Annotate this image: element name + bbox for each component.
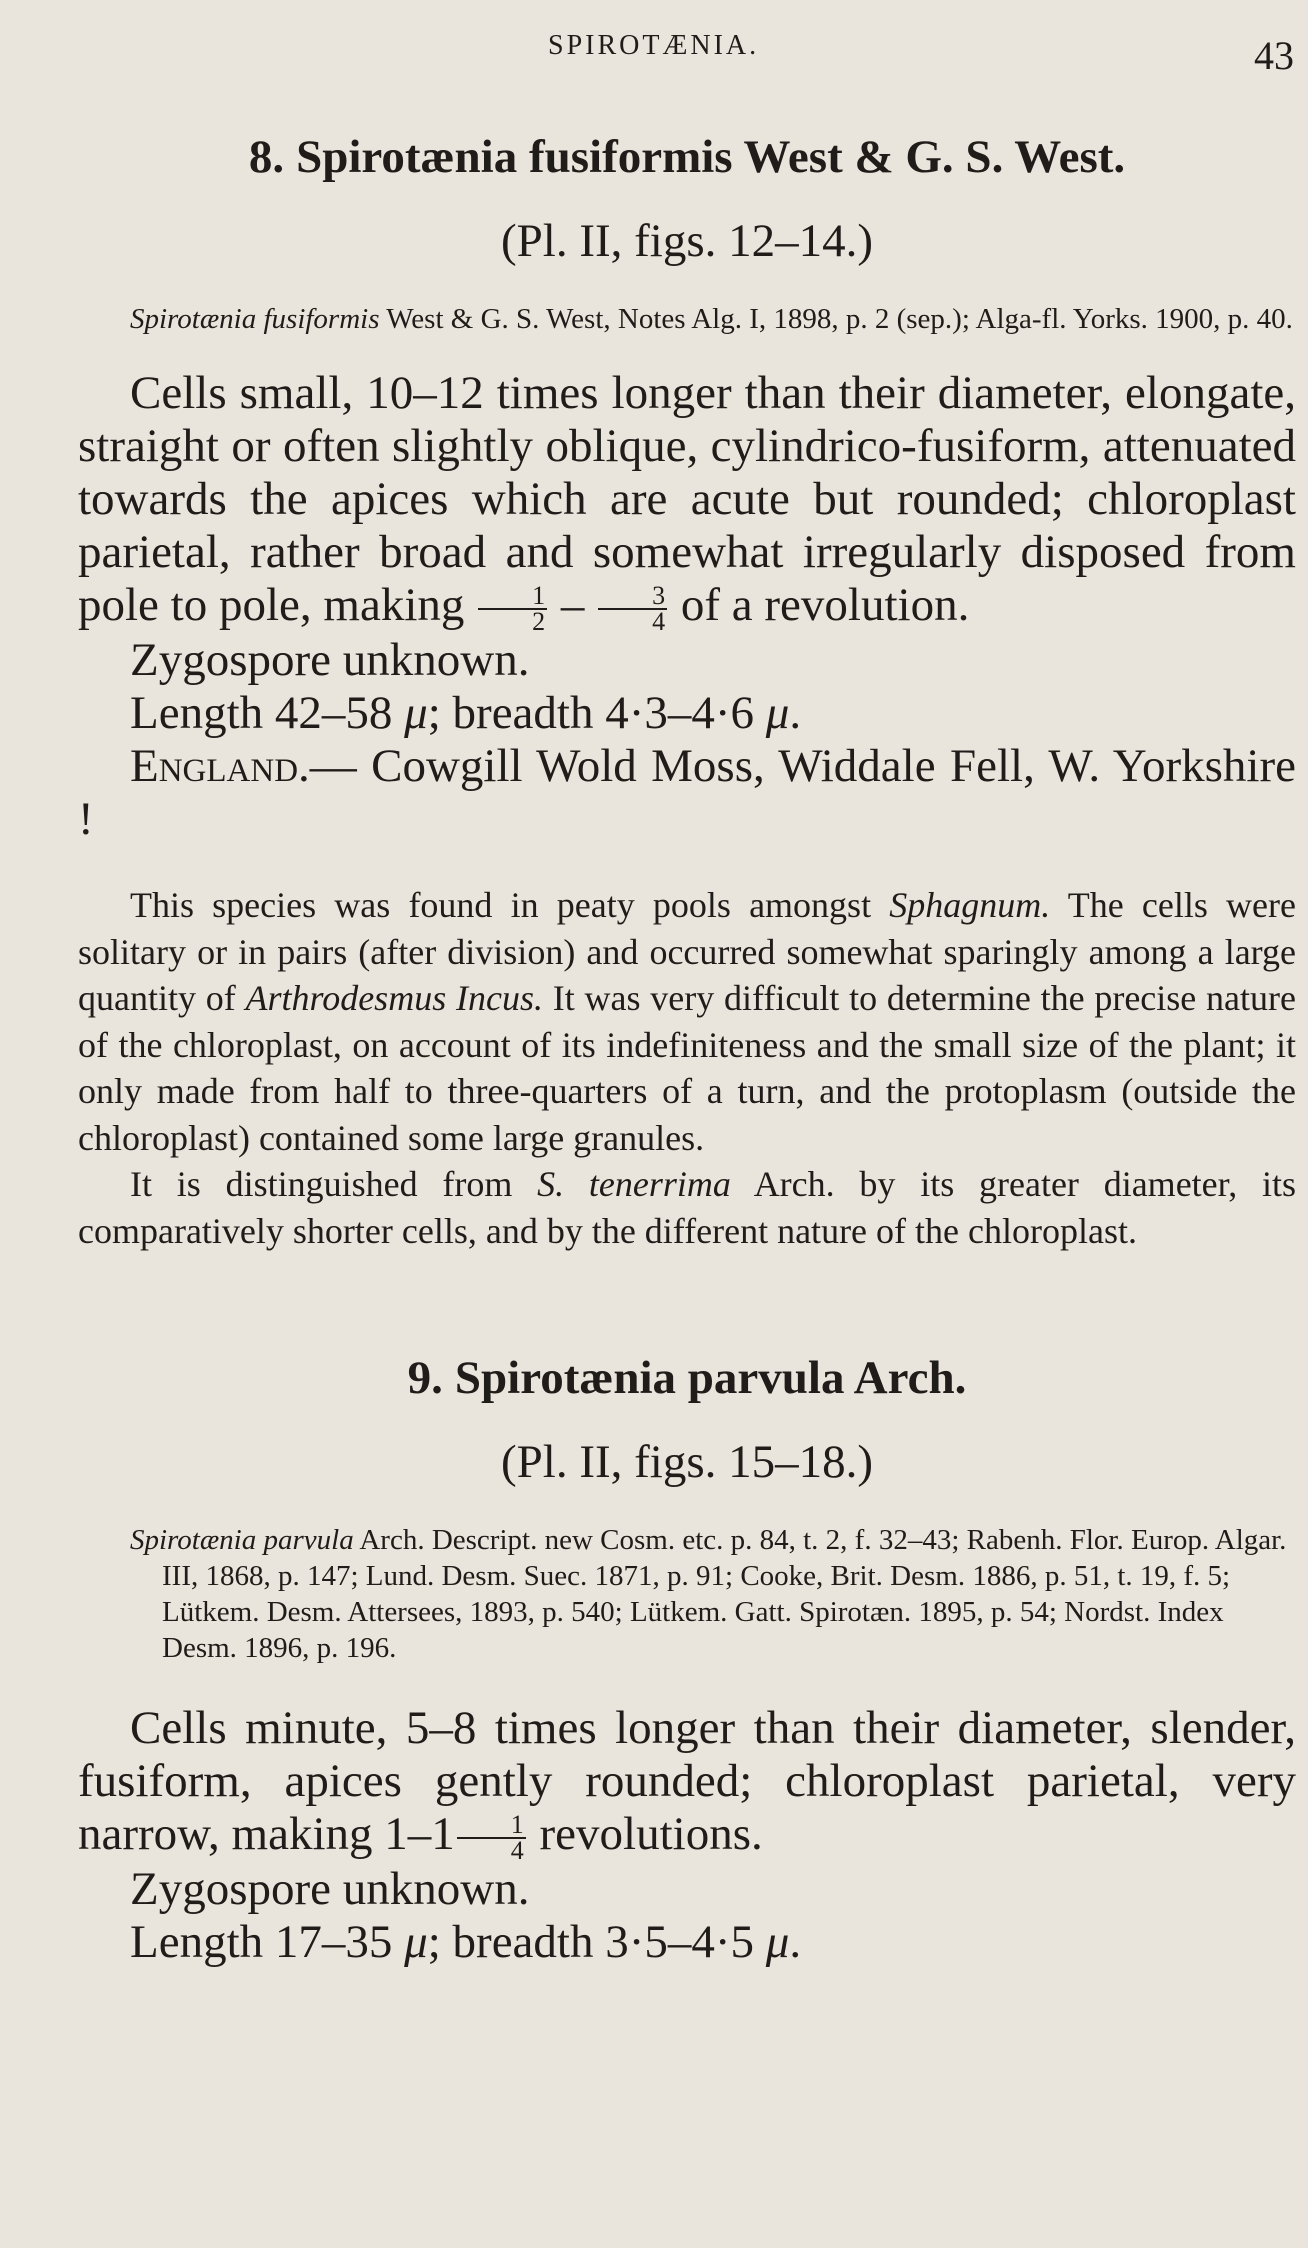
species-8-plate-ref: (Pl. II, figs. 12–14.) — [500, 215, 874, 267]
species-9-heading — [78, 1346, 1296, 1410]
species-9-number: 9. — [407, 1352, 443, 1405]
running-title: SPIROTÆNIA. — [548, 30, 760, 61]
species-9-dimensions: Length 17–35 μ; breadth 3·5–4·5 μ. — [130, 1916, 802, 1969]
species-8-locality: England.— Cowgill Wold Moss, Widdale Fell, W. Yorkshire ! — [78, 740, 1296, 846]
page-number: 43 — [1254, 33, 1294, 78]
species-8-syn-name: Spirotænia fusiformis — [130, 303, 380, 335]
running-head — [0, 30, 1308, 80]
species-8-zygospore: Zygospore unknown. — [130, 634, 530, 687]
species-9-syn-text: Arch. Descript. new Cosm. etc. p. 84, t. 2, f. 32–43; Rabenh. Flor. Europ. Algar. III, 1868, p. 147; Lund. Desm. Suec. 1871, p. 91; Cooke, Brit. Desm. 1886, p. 51, t. 19, f. 5; Lütkem. Desm. Attersees, 1893, p. 540; Lütkem. Gatt. Spirotæn. 1895, p. 54; Nordst. Index Desm. 1896, p. 196. — [162, 1524, 1287, 1665]
species-8-description — [78, 367, 1296, 846]
species-9-plate-ref: (Pl. II, figs. 15–18.) — [500, 1436, 874, 1489]
species-9-description — [78, 1702, 1296, 1969]
page-content — [78, 125, 1296, 1969]
species-9-zygospore: Zygospore unknown. — [130, 1863, 530, 1916]
species-9-name: Spirotænia parvula — [454, 1352, 845, 1405]
fraction-three-quarters: $\frac{3}{4}$ — [598, 584, 667, 634]
locality-country: England. — [130, 740, 310, 793]
fraction-quarter: $\frac{1}{4}$ — [457, 1813, 526, 1863]
species-8-authority: West & G. S. West. — [743, 131, 1126, 183]
species-9-authority: Arch. — [853, 1352, 967, 1405]
species-9-desc-text: Cells minute, 5–8 times longer than their diameter, slender, fusiform, apices gently rounded; chloroplast parietal, very narrow, making 1–1 — [78, 1702, 1296, 1861]
species-9-desc-main: Cells minute, 5–8 times longer than their diameter, slender, fusiform, apices gently rounded; chloroplast parietal, very narrow, making 1–1 $\frac{1}{4}$ revolutions. — [78, 1702, 1296, 1866]
species-9-synonymy — [130, 1522, 1296, 1666]
species-8-synonymy — [130, 301, 1296, 337]
species-9-syn-name: Spirotænia parvula — [130, 1524, 354, 1557]
species-8-dimensions: Length 42–58 μ; breadth 4·3–4·6 μ. — [130, 687, 802, 740]
species-8-heading — [78, 125, 1296, 189]
fraction-half: $\frac{1}{2}$ — [478, 584, 547, 634]
species-8-syn-text: West & G. S. West, Notes Alg. I, 1898, p. 2 (sep.); Alga-fl. Yorks. 1900, p. 40. — [386, 303, 1293, 335]
species-8-desc-text: Cells small, 10–12 times longer than their diameter, elongate, straight or often slightly oblique, cylindrico-fusiform, attenuated towards the apices which are acute but rounded; chloroplast parietal, rather broad and somewhat irregularly disposed from pole to pole, making — [78, 367, 1296, 631]
species-8-notes — [78, 882, 1296, 1254]
species-8-number: 8. — [248, 131, 285, 183]
species-8-note-1: This species was found in peaty pools amongst Sphagnum. The cells were solitary or in pairs (after division) and occurred somewhat sparingly among a large quantity of Arthrodesmus Incus. It was very difficult to determine the precise nature of the chloroplast, on account of its indefiniteness and the small size of the plant; it only made from half to three-quarters of a turn, and the protoplasm (outside the chloroplast) contained some large granules. — [78, 885, 1296, 1158]
species-8-note-2: It is distinguished from S. tenerrima Arch. by its greater diameter, its comparatively shorter cells, and by the different nature of the chloroplast. — [78, 1164, 1296, 1251]
species-8-desc-main: Cells small, 10–12 times longer than their diameter, elongate, straight or often slightly oblique, cylindrico-fusiform, attenuated towards the apices which are acute but rounded; chloroplast parietal, rather broad and somewhat irregularly disposed from pole to pole, making $\frac{1}{2}$ – $\frac{3}{4}$ of a revolution. — [78, 367, 1296, 637]
species-8-name: Spirotænia fusiformis — [296, 131, 733, 183]
